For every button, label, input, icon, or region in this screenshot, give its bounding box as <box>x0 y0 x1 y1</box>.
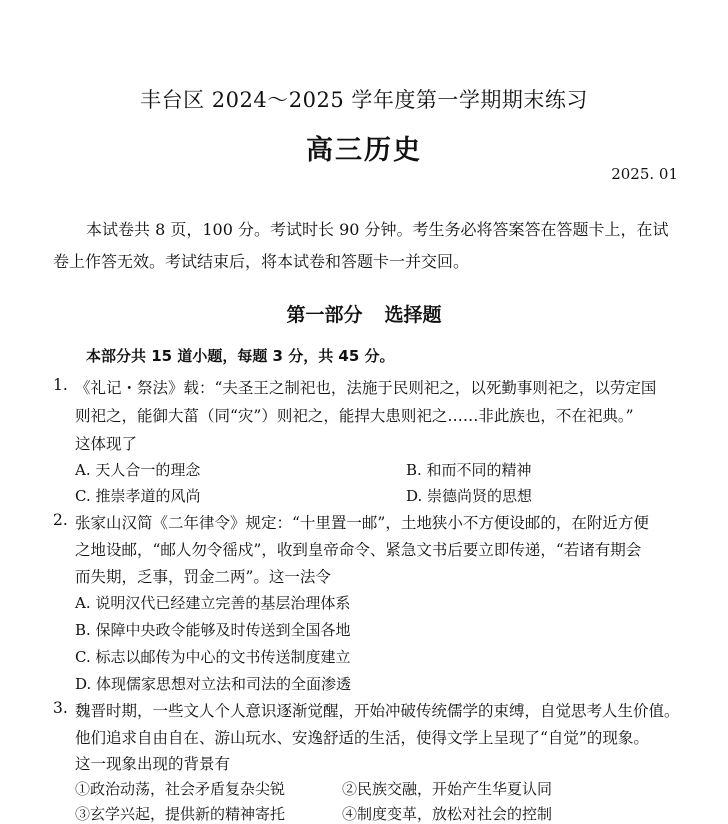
question-3-option-4: ④制度变革，放松对社会的控制 <box>342 805 553 823</box>
question-2-line-1: 张家山汉简《二年律令》规定：“十里置一邮”，土地狭小不方便设邮的，在附近方便 <box>75 514 649 532</box>
question-3-option-3: ③玄学兴起，提供新的精神寄托 <box>75 805 286 823</box>
question-3-option-1: ①政治动荡，社会矛盾复杂尖锐 <box>75 780 286 798</box>
section-instructions: 本部分共 15 道小题，每题 3 分，共 45 分。 <box>86 347 395 365</box>
question-1-option-a: A. 天人合一的理念 <box>75 461 201 479</box>
question-3-line-2: 他们追求自由自在、游山玩水、安逸舒适的生活，使得文学上呈现了“自觉”的现象。 <box>75 729 649 747</box>
question-1-option-c: C. 推崇孝道的风尚 <box>75 487 201 505</box>
section-name: 选择题 <box>384 304 442 326</box>
question-1-line-2: 则祀之，能御大菑（同“灾”）则祀之，能捍大患则祀之……非此族也，不在祀典。” <box>75 407 634 425</box>
question-1-line-3: 这体现了 <box>75 435 138 453</box>
section-heading <box>0 300 728 327</box>
question-2-option-c: C. 标志以邮传为中心的文书传送制度建立 <box>75 648 351 666</box>
question-3-number: 3. <box>53 699 68 717</box>
exam-date: 2025. 01 <box>611 165 678 183</box>
question-2-option-a: A. 说明汉代已经建立完善的基层治理体系 <box>75 594 351 612</box>
question-3-line-3: 这一现象出现的背景有 <box>75 755 231 773</box>
question-2-option-d: D. 体现儒家思想对立法和司法的全面渗透 <box>75 675 352 693</box>
intro-line-2: 卷上作答无效。考试结束后，将本试卷和答题卡一并交回。 <box>53 252 470 271</box>
question-2-line-3: 而失期，乏事，罚金二两”。这一法令 <box>75 568 331 586</box>
question-3-line-1: 魏晋时期，一些文人个人意识逐渐觉醒，开始冲破传统儒学的束缚，自觉思考人生价值。 <box>75 702 680 720</box>
question-2-line-2: 之地设邮，“邮人勿令徭戍”，收到皇帝命令、紧急文书后要立即传递，“若诸有期会 <box>75 541 642 559</box>
subject-title: 高三历史 <box>306 135 422 166</box>
question-1-option-d: D. 崇德尚贤的思想 <box>406 487 533 505</box>
question-1-option-b: B. 和而不同的精神 <box>406 461 532 479</box>
exam-title: 丰台区 2024～2025 学年度第一学期期末练习 <box>140 88 588 112</box>
question-1-line-1: 《礼记・祭法》载：“夫圣王之制祀也，法施于民则祀之，以死勤事则祀之，以劳定国 <box>75 379 657 397</box>
question-2-number: 2. <box>53 511 68 529</box>
question-2-option-b: B. 保障中央政令能够及时传送到全国各地 <box>75 621 351 639</box>
question-1-number: 1. <box>53 376 68 394</box>
question-3-option-2: ②民族交融，开始产生华夏认同 <box>342 780 553 798</box>
intro-line-1: 本试卷共 8 页，100 分。考试时长 90 分钟。考生务必将答案答在答题卡上，在试 <box>86 220 669 239</box>
section-part: 第一部分 <box>286 304 363 326</box>
